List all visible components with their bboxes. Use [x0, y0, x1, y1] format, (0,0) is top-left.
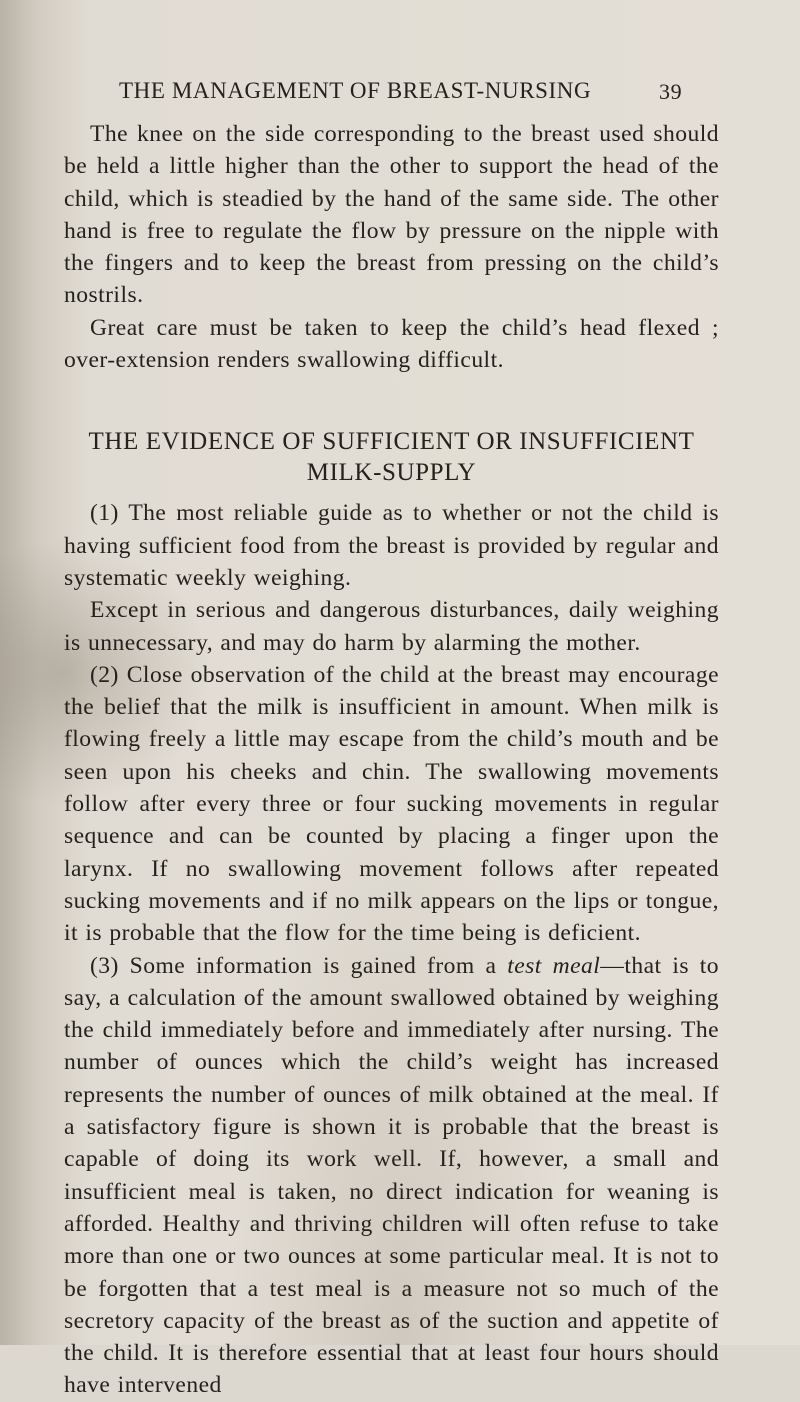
paragraph-head-flexed: Great care must be taken to keep the child’s head flexed ; over-extension renders swallowing difficult.: [64, 314, 719, 374]
test-meal-text-rest: —that is to say, a calculation of the amount swallowed obtained by weighing the child immediately before and immediately after nursing. The number of ounces which the child’s weight has increased represents the number of ounces of milk obtained at the meal. If a satisfactory figure is shown it is probable that the breast is capable of doing its work well. If, however, a small and insufficient meal is taken, no direct indication for weaning is afforded. Healthy and thriving children will often refuse to take more than one or two ounces at some particular meal. It is not to be forgotten that a test meal is a measure not so much of the secretory capacity of the breast as of the suction and appetite of the child. It is therefore essential that at least four hours should have intervened: [64, 952, 720, 1399]
paragraph-knee-position: The knee on the side corresponding to the breast used should be held a little higher than the other to support the head of the child, which is steadied by the hand of the same side. The other hand is free to regulate the flow by pressure on the nipple with the fingers and to keep the breast from pressing on the child’s nostrils.: [64, 121, 719, 309]
running-head: [64, 78, 719, 118]
page-number: 39: [659, 79, 683, 104]
paragraph-weekly-weighing: (1) The most reliable guide as to whether or not the child is having sufficient food from the breast is provided by regular and systematic weekly weighing.: [64, 500, 719, 591]
section-heading-line-1: THE EVIDENCE OF SUFFICIENT OR INSUFFICIENT: [88, 428, 695, 456]
page-content: [64, 78, 719, 1402]
paragraph-close-observation: (2) Close observation of the child at the breast may encourage the belief that the milk is insufficient in amount. When milk is flowing freely a little may escape from the child’s mouth and be seen upon his cheeks and chin. The swallowing movements follow after every three or four sucking movements in regular sequence and can be counted by placing a finger upon the larynx. If no swallowing movement follows after repeated sucking movements and if no milk appears on the lips or tongue, it is probable that the flow for the time being is deficient.: [64, 661, 719, 947]
running-title: THE MANAGEMENT OF BREAST-NURSING: [119, 78, 592, 103]
section-heading: [64, 426, 719, 488]
test-meal-italic-term: test meal: [507, 952, 601, 979]
paragraph-daily-weighing: Except in serious and dangerous disturbances, daily weighing is unnecessary, and may do harm by alarming the mother.: [64, 597, 719, 656]
test-meal-text-start: (3) Some information is gained from a: [90, 952, 508, 979]
section-heading-line-2: MILK-SUPPLY: [306, 459, 477, 487]
paragraph-test-meal: [64, 950, 719, 1402]
